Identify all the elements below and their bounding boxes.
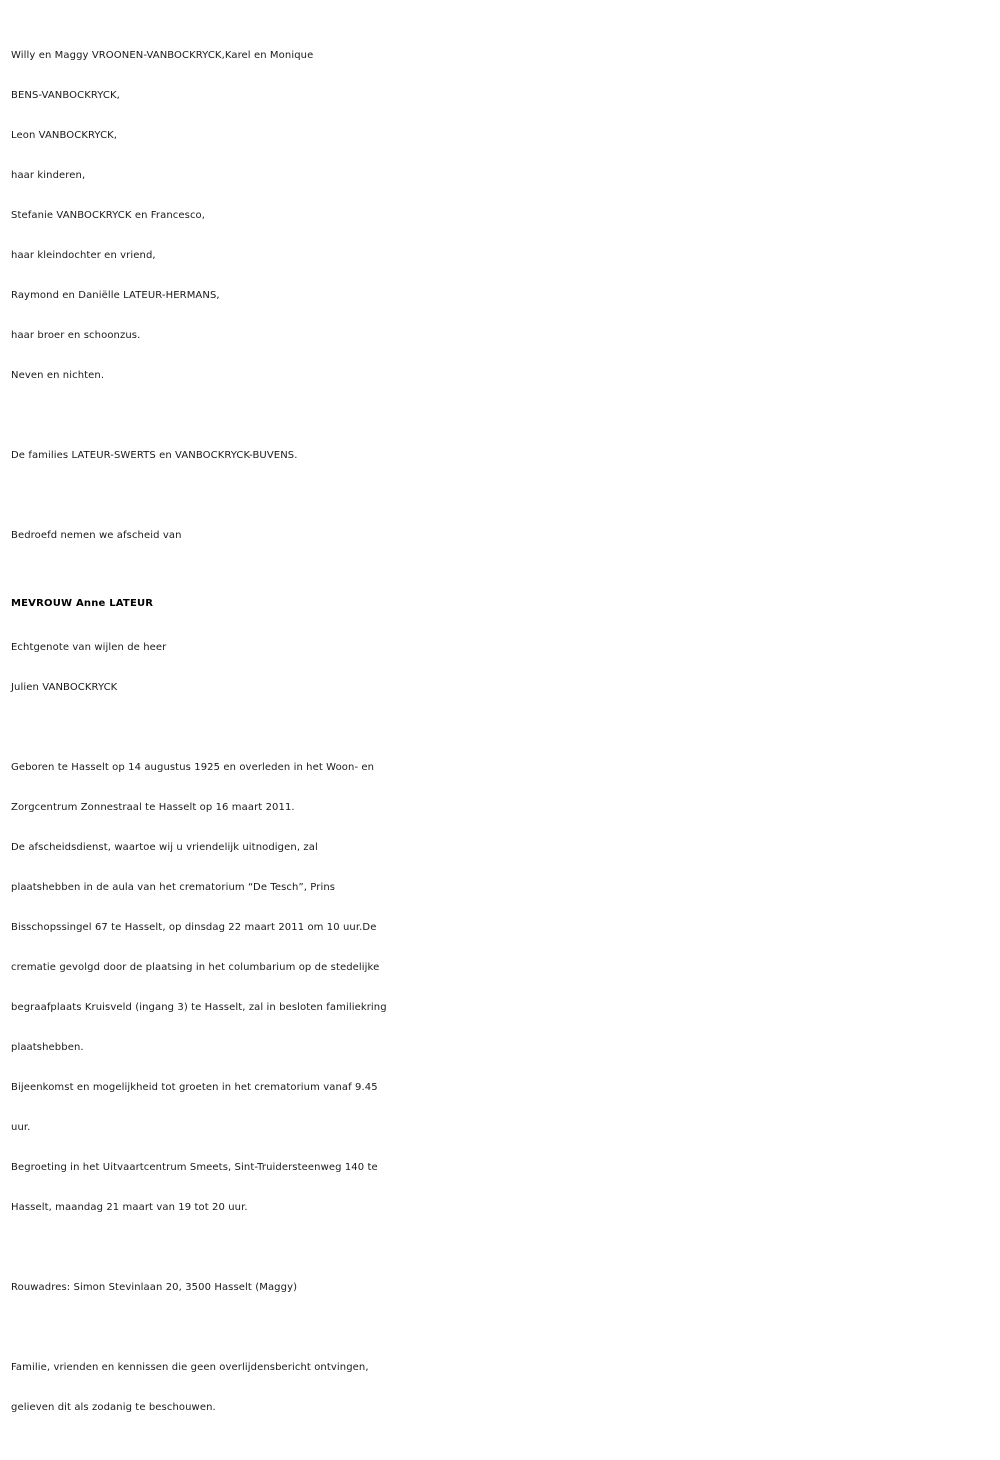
address-line: Rouwadres: Simon Stevinlaan 20, 3500 Hasselt (Maggy) [11, 1282, 298, 1293]
intro-line: Bedroefd nemen we afscheid van [11, 530, 182, 541]
family-line: haar kleindochter en vriend, [11, 250, 156, 261]
family-line: BENS-VANBOCKRYCK, [11, 90, 120, 101]
families-line: De families LATEUR-SWERTS en VANBOCKRYCK-BUVENS. [11, 450, 298, 461]
spouse-line: Echtgenote van wijlen de heer [11, 642, 167, 653]
family-line: haar broer en schoonzus. [11, 330, 141, 341]
family-line: Raymond en Daniëlle LATEUR-HERMANS, [11, 290, 220, 301]
family-line: Neven en nichten. [11, 370, 105, 381]
spacer [11, 476, 990, 516]
details-line: uur. [11, 1122, 31, 1133]
details-line: Bijeenkomst en mogelijkheid tot groeten in het crematorium vanaf 9.45 [11, 1082, 378, 1093]
family-line: Stefanie VANBOCKRYCK en Francesco, [11, 210, 206, 221]
closing-line: gelieven dit als zodanig te beschouwen. [11, 1402, 216, 1413]
deceased-block [11, 580, 990, 708]
details-line: Bisschopssingel 67 te Hasselt, op dinsdag 22 maart 2011 om 10 uur.De [11, 922, 377, 933]
spouse-line: Julien VANBOCKRYCK [11, 682, 118, 693]
details-line: begraafplaats Kruisveld (ingang 3) te Hasselt, zal in besloten familiekring [11, 1002, 387, 1013]
family-line: haar kinderen, [11, 170, 86, 181]
family-block [11, 36, 990, 396]
details-line: Zorgcentrum Zonnestraal te Hasselt op 16 maart 2011. [11, 802, 295, 813]
family-line: Willy en Maggy VROONEN-VANBOCKRYCK,Karel en Monique [11, 50, 314, 61]
details-line: plaatshebben in de aula van het crematorium “De Tesch”, Prins [11, 882, 336, 893]
details-block [11, 748, 990, 1228]
spacer [11, 1228, 990, 1268]
closing-line: Familie, vrienden en kennissen die geen overlijdensbericht ontvingen, [11, 1362, 369, 1373]
closing-block [11, 1348, 990, 1428]
details-line: Begroeting in het Uitvaartcentrum Smeets, Sint-Truidersteenweg 140 te [11, 1162, 378, 1173]
details-line: De afscheidsdienst, waartoe wij u vriendelijk uitnodigen, zal [11, 842, 318, 853]
family-line: Leon VANBOCKRYCK, [11, 130, 118, 141]
details-line: Hasselt, maandag 21 maart van 19 tot 20 uur. [11, 1202, 248, 1213]
spacer [11, 556, 990, 580]
details-line: plaatshebben. [11, 1042, 84, 1053]
details-line: Geboren te Hasselt op 14 augustus 1925 en overleden in het Woon- en [11, 762, 375, 773]
deceased-name: MEVROUW Anne LATEUR [11, 598, 154, 609]
spacer [11, 1308, 990, 1348]
spacer [11, 708, 990, 748]
spacer [11, 396, 990, 436]
details-line: crematie gevolgd door de plaatsing in het columbarium op de stedelijke [11, 962, 380, 973]
